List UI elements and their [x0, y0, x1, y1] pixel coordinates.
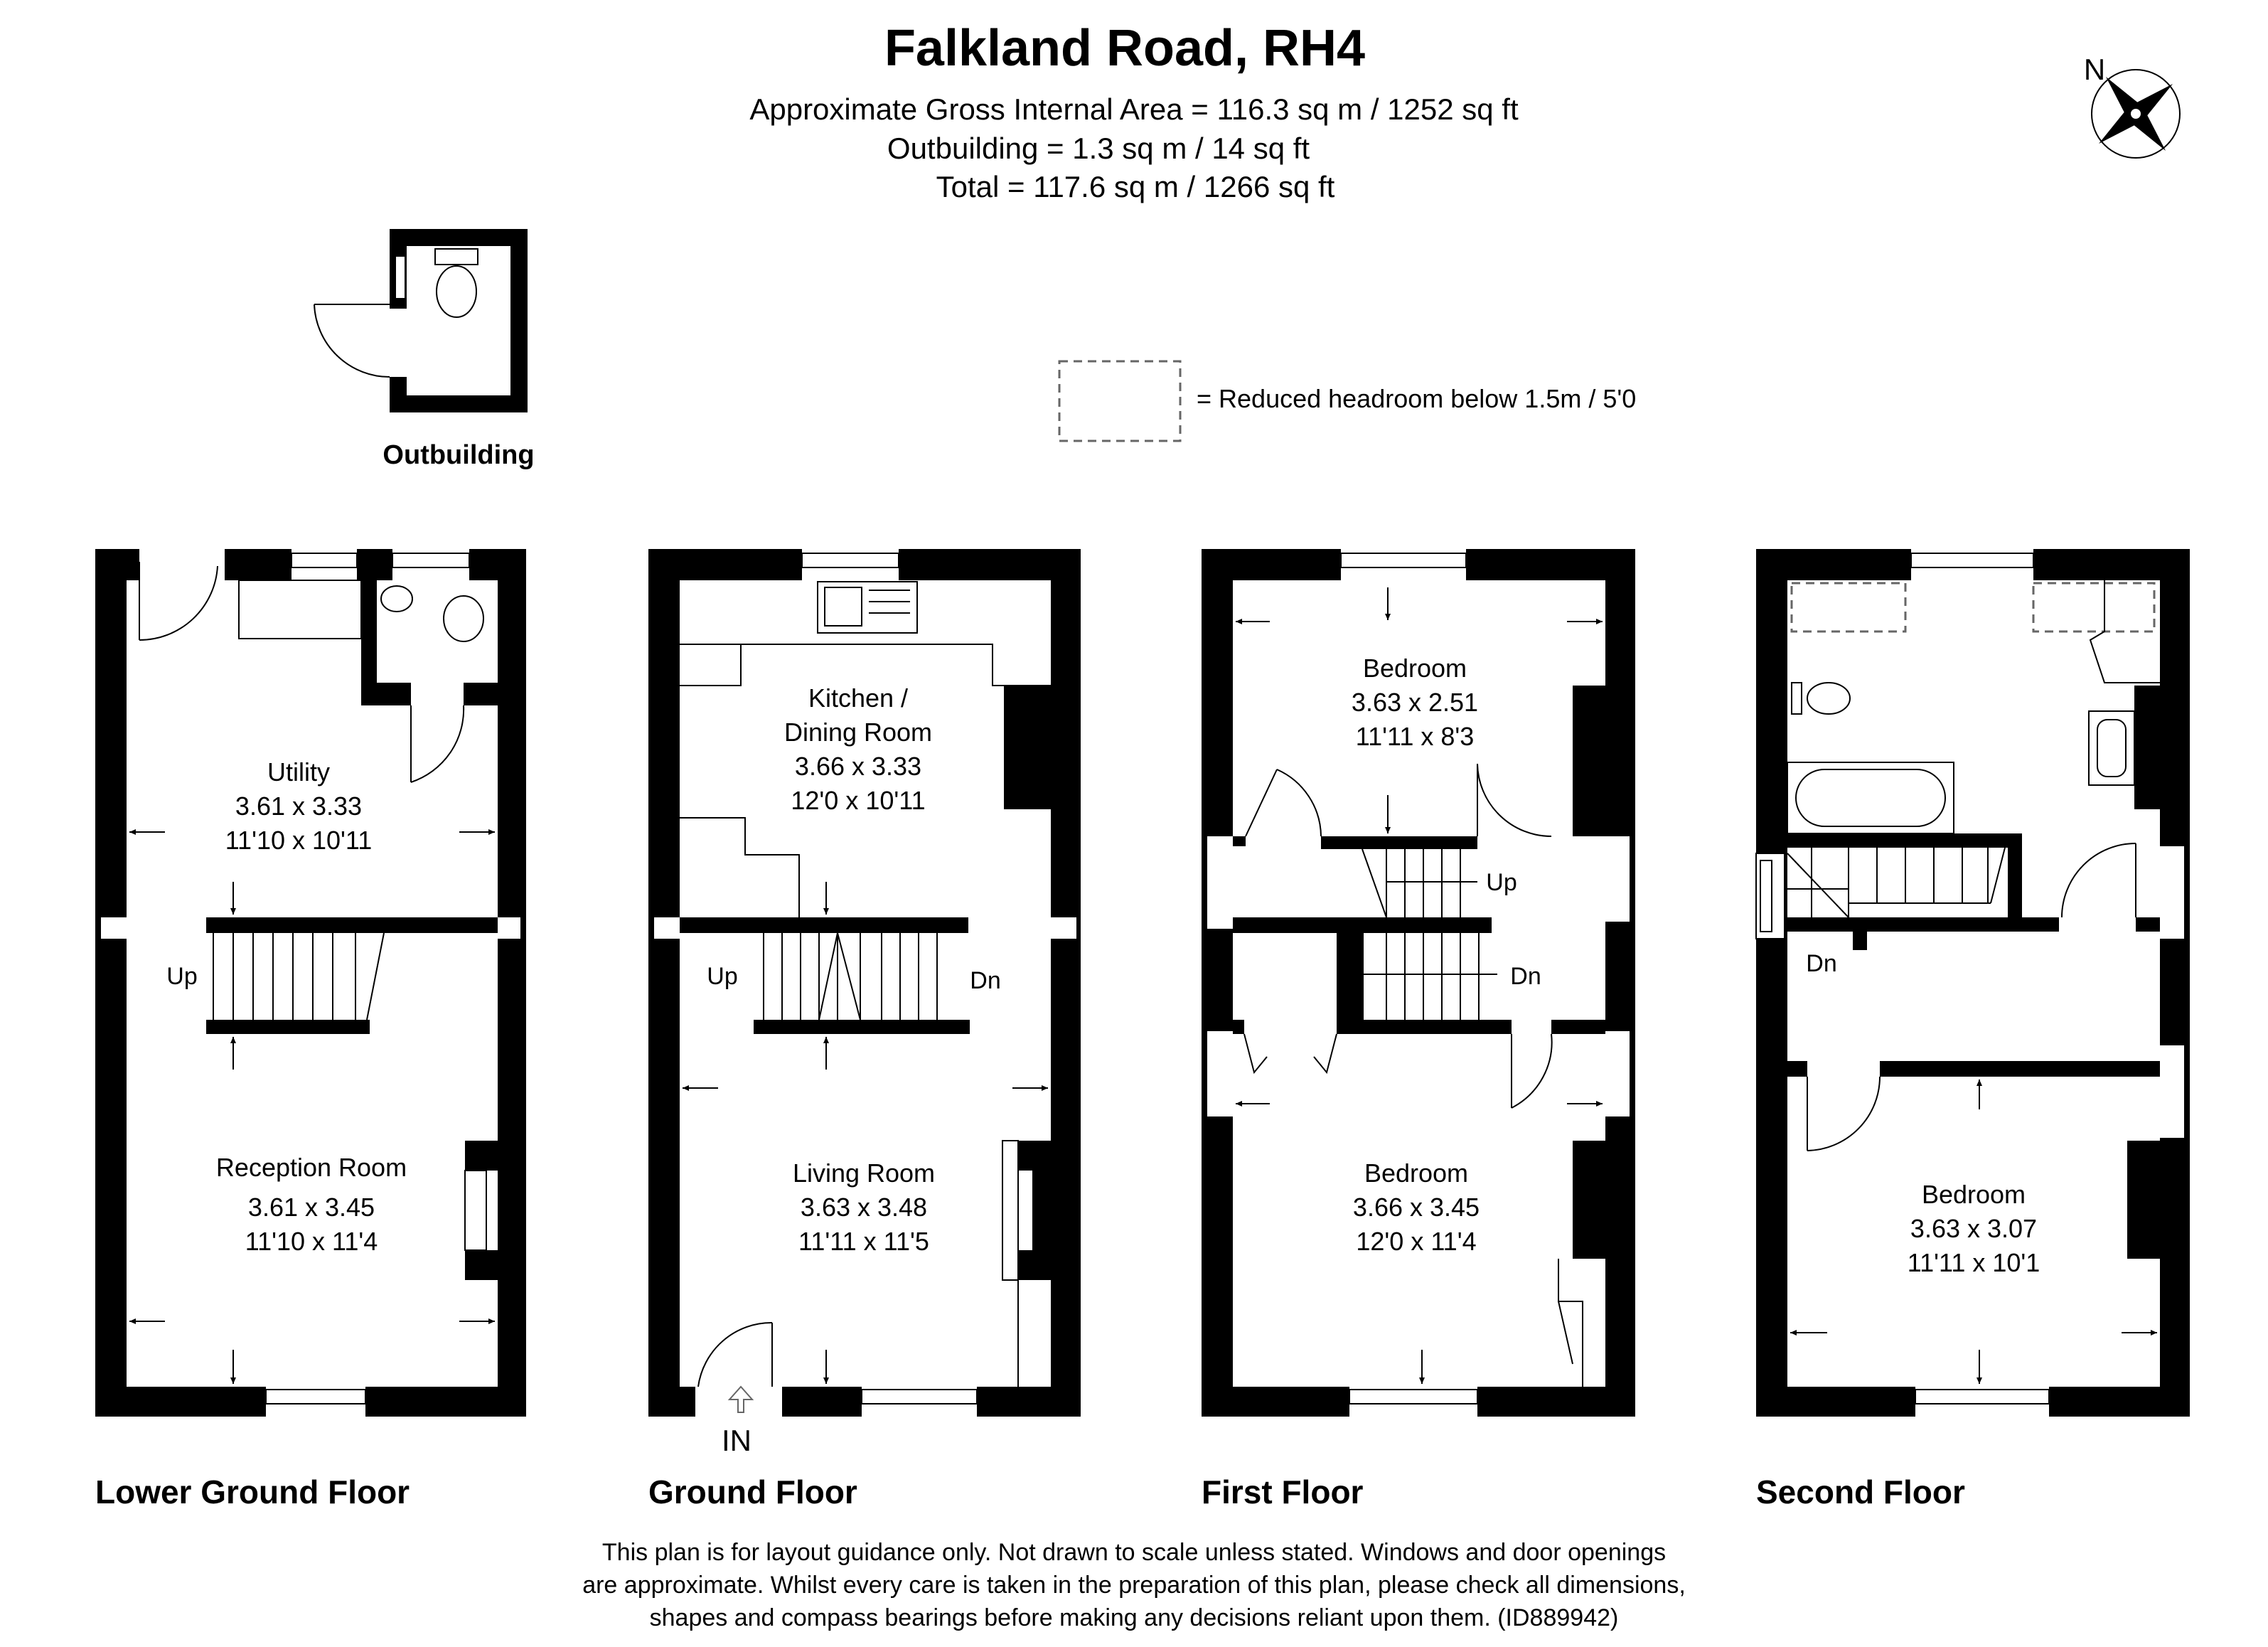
gf-living-metric: 3.63 x 3.48 — [800, 1193, 928, 1222]
gf-kitchen-name2: Dining Room — [783, 718, 933, 747]
second-floor-label: Second Floor — [1756, 1473, 1965, 1510]
disclaimer-line-3: shapes and compass bearings before making any decisions reliant upon them. (ID889942) — [649, 1604, 1619, 1631]
reduced-headroom-legend: = Reduced headroom below 1.5m / 5'0 — [1197, 384, 1637, 413]
first-floor-label: First Floor — [1202, 1473, 1364, 1510]
compass-north-label: N — [2083, 53, 2106, 86]
lg-reception-name: Reception Room — [215, 1153, 407, 1182]
gf-kitchen-name1: Kitchen / — [808, 683, 909, 713]
gross-area-text: Approximate Gross Internal Area = 116.3 sq m / 1252 sq ft — [749, 92, 1519, 126]
reduced-headroom-swatch — [1059, 361, 1180, 441]
gf-stair-down-label: Dn — [970, 967, 1001, 994]
total-area-text: Total = 117.6 sq m / 1266 sq ft — [936, 170, 1335, 203]
sf-bedroom-name: Bedroom — [1921, 1180, 2026, 1209]
lg-utility-imperial: 11'10 x 10'11 — [225, 826, 373, 855]
ff-rear-bedroom-imperial: 11'11 x 8'3 — [1355, 722, 1475, 751]
lower-ground-floor-label: Lower Ground Floor — [95, 1473, 410, 1510]
gf-living-name: Living Room — [792, 1158, 936, 1188]
gf-kitchen-metric: 3.66 x 3.33 — [794, 752, 922, 781]
ff-front-bedroom-imperial: 12'0 x 11'4 — [1356, 1227, 1477, 1256]
outbuilding-label: Outbuilding — [383, 440, 535, 470]
ff-front-bedroom-metric: 3.66 x 3.45 — [1352, 1193, 1480, 1222]
plan-title: Falkland Road, RH4 — [884, 20, 1366, 77]
ff-rear-bedroom-metric: 3.63 x 2.51 — [1351, 688, 1479, 717]
disclaimer-line-1: This plan is for layout guidance only. Not drawn to scale unless stated. Windows and door openings — [601, 1539, 1667, 1566]
lg-utility-metric: 3.61 x 3.33 — [235, 791, 363, 821]
sf-bedroom-imperial: 11'11 x 10'1 — [1907, 1248, 2040, 1277]
outbuilding-plan — [314, 229, 528, 412]
ground-stairs — [764, 933, 937, 1020]
lower-ground-floor-plan — [95, 549, 526, 1417]
second-floor-plan — [1756, 549, 2190, 1417]
lower-stairs — [213, 933, 384, 1020]
outbuilding-area-text: Outbuilding = 1.3 sq m / 14 sq ft — [887, 132, 1310, 165]
sf-bedroom-metric: 3.63 x 3.07 — [1910, 1214, 2038, 1243]
first-stairs — [1362, 849, 1497, 1020]
ground-floor-label: Ground Floor — [648, 1473, 857, 1510]
lg-utility-name: Utility — [267, 757, 330, 787]
disclaimer-line-2: are approximate. Whilst every care is taken in the preparation of this plan, please check all dimensions, — [582, 1572, 1686, 1599]
ff-stair-up-label: Up — [1486, 869, 1517, 896]
ff-stair-down-label: Dn — [1510, 963, 1541, 990]
lg-reception-imperial: 11'10 x 11'4 — [245, 1227, 378, 1256]
second-stairs — [1787, 848, 2005, 917]
gf-living-imperial: 11'11 x 11'5 — [798, 1227, 929, 1256]
ff-front-bedroom-name: Bedroom — [1364, 1158, 1469, 1188]
lg-reception-metric: 3.61 x 3.45 — [247, 1193, 375, 1222]
ff-rear-bedroom-name: Bedroom — [1362, 654, 1467, 683]
sf-stair-down-label: Dn — [1806, 950, 1837, 977]
gf-kitchen-imperial: 12'0 x 10'11 — [791, 786, 926, 815]
lg-stair-up-label: Up — [166, 963, 198, 990]
gf-entrance-label: IN — [722, 1424, 751, 1457]
gf-stair-up-label: Up — [707, 963, 738, 990]
